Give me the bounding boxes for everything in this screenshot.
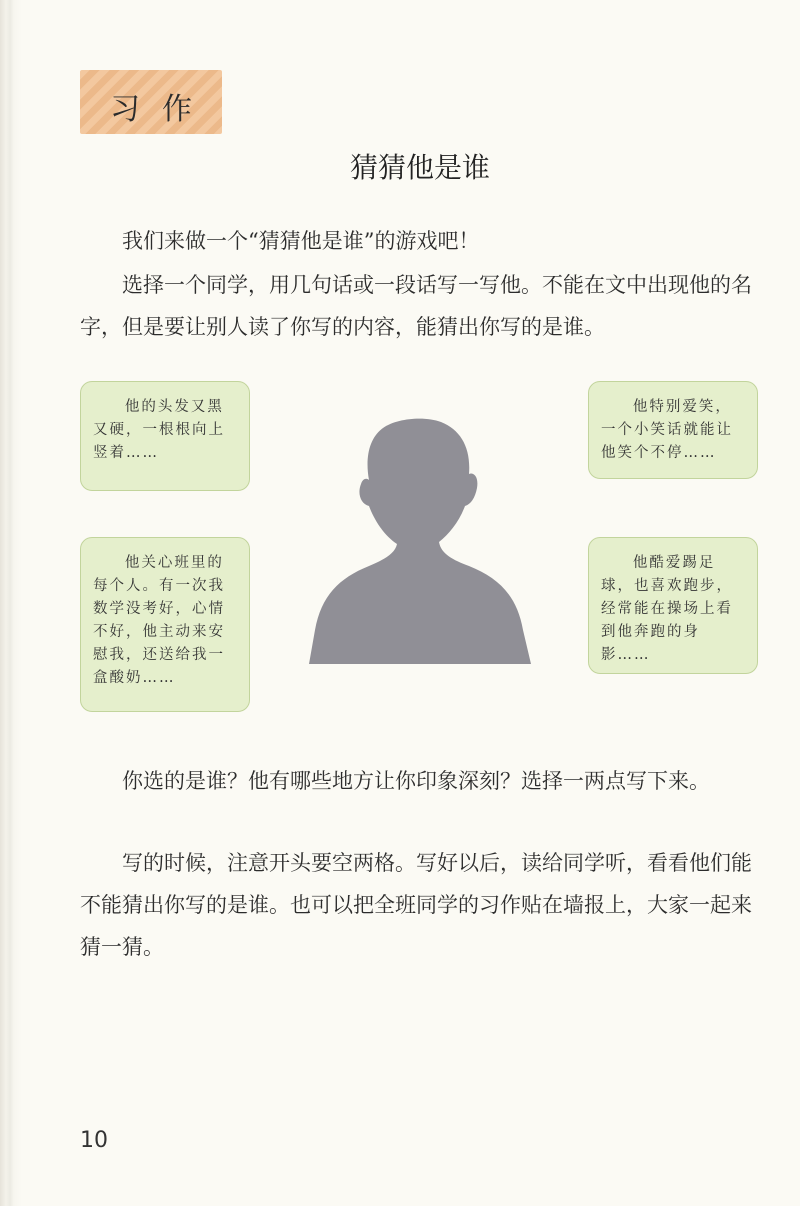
description-bubble-sports bbox=[588, 537, 758, 674]
intro-paragraph-1: 我们来做一个“猜猜他是谁”的游戏吧！ bbox=[122, 229, 480, 253]
silhouette-shape bbox=[309, 419, 531, 664]
section-tag-label: 习作 bbox=[110, 92, 214, 127]
page-title: 猜猜他是谁 bbox=[349, 151, 490, 184]
bubble-text: 他酷爱踢足球，也喜欢跑步，经常能在操场上看到他奔跑的身影…… bbox=[601, 555, 733, 663]
section-tag bbox=[80, 70, 222, 134]
body-paragraph-2: 写的时候，注意开头要空两格。写好以后，读给同学听，看看他们能不能猜出你写的是谁。也可以把全班同学的习作贴在墙报上，大家一起来猜一猜。 bbox=[80, 851, 752, 959]
student-silhouette-image bbox=[309, 418, 531, 664]
bubble-text: 他特别爱笑，一个小笑话就能让他笑个不停…… bbox=[601, 399, 733, 461]
body-paragraph-1: 你选的是谁？他有哪些地方让你印象深刻？选择一两点写下来。 bbox=[122, 769, 710, 793]
page-number: 10 bbox=[80, 1128, 108, 1153]
description-bubble-caring bbox=[80, 537, 250, 712]
intro-paragraph-2: 选择一个同学，用几句话或一段话写一写他。不能在文中出现他的名字，但是要让别人读了你写的内容，能猜出你写的是谁。 bbox=[80, 273, 752, 339]
bubble-text: 他的头发又黑又硬，一根根向上竖着…… bbox=[93, 399, 225, 461]
description-bubble-hair bbox=[80, 381, 250, 491]
description-bubble-laugh bbox=[588, 381, 758, 479]
bubble-text: 他关心班里的每个人。有一次我数学没考好，心情不好，他主动来安慰我，还送给我一盒酸奶…… bbox=[93, 555, 225, 686]
